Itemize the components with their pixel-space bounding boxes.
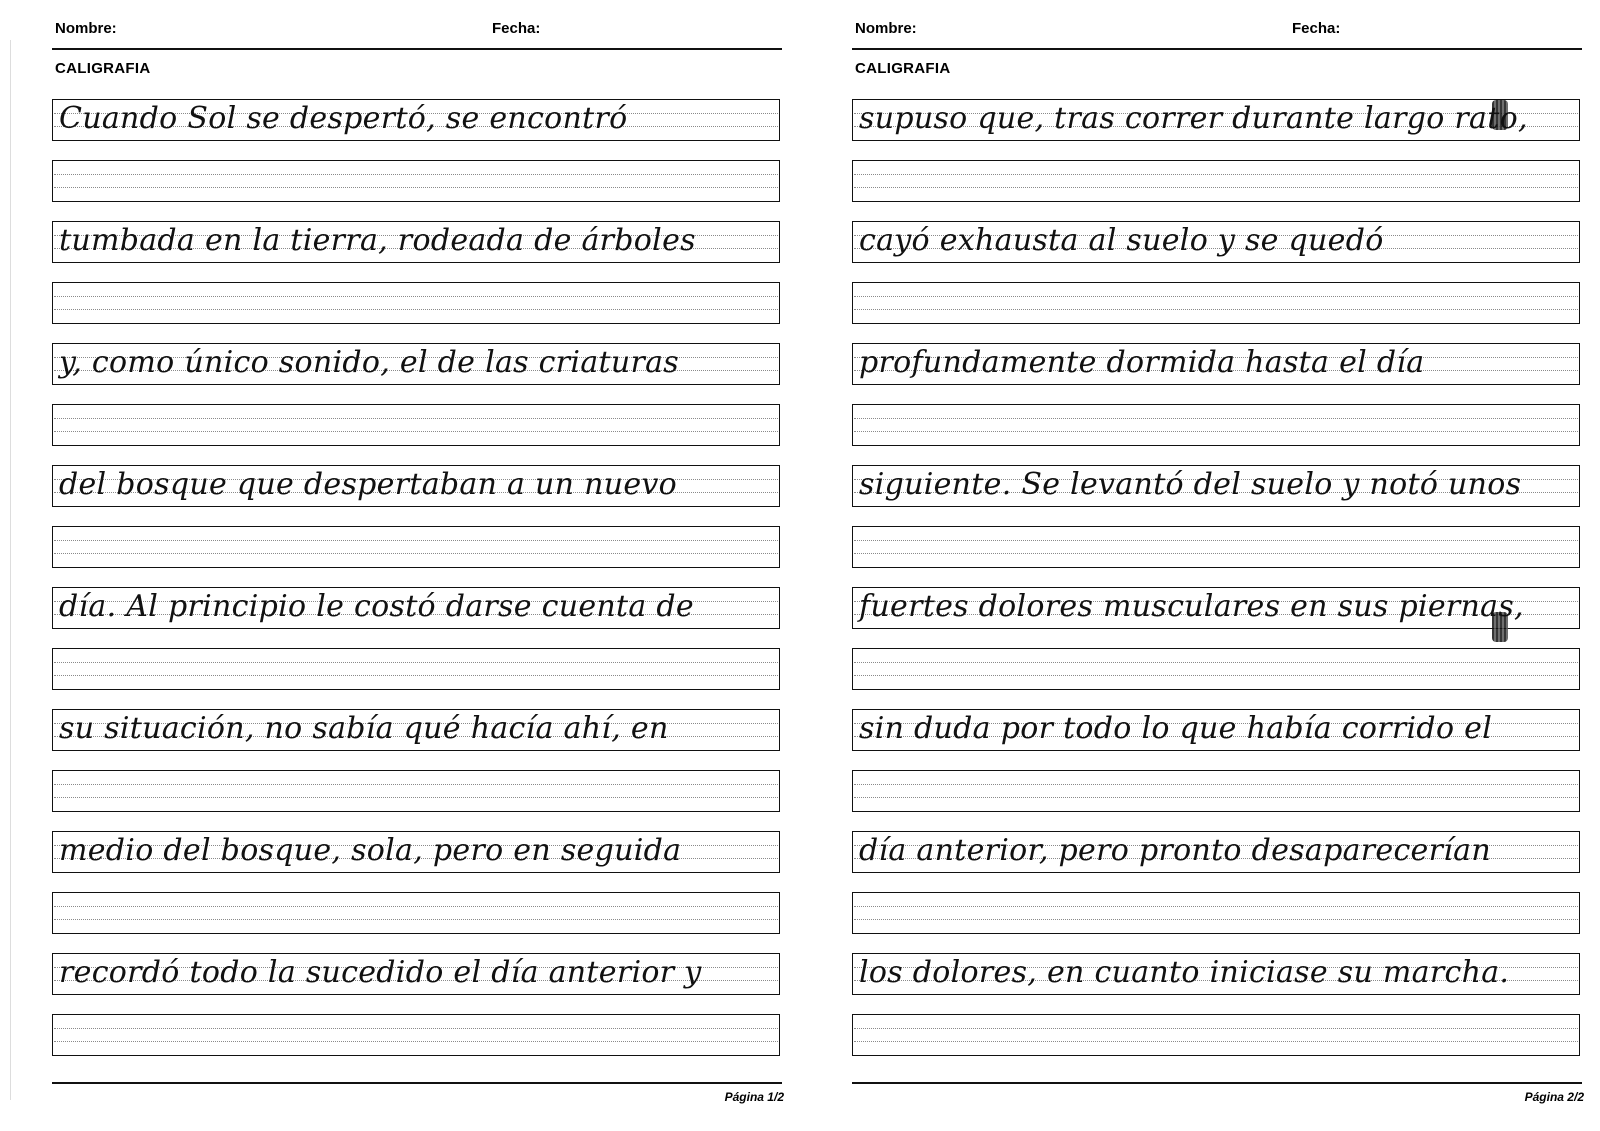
practice-row (52, 160, 780, 202)
writing-row (852, 465, 1580, 507)
cursive-line: fuertes dolores musculares en sus piernas, (859, 589, 1524, 624)
writing-row (52, 343, 780, 385)
section-title: CALIGRAFIA (55, 60, 151, 77)
writing-row (52, 587, 780, 629)
cursive-line: tumbada en la tierra, rodeada de árboles (59, 223, 696, 258)
worksheet-page-1 (52, 0, 792, 1131)
practice-row (852, 526, 1580, 568)
practice-row (852, 1014, 1580, 1056)
writing-row (852, 343, 1580, 385)
practice-row (52, 282, 780, 324)
cursive-line: medio del bosque, sola, pero en seguida (59, 833, 682, 868)
practice-row (52, 404, 780, 446)
date-label: Fecha: (492, 20, 541, 37)
writing-row (52, 953, 780, 995)
name-label: Nombre: (855, 20, 917, 37)
writing-row (52, 709, 780, 751)
cursive-line: Cuando Sol se despertó, se encontró (59, 101, 628, 136)
cursive-line: los dolores, en cuanto iniciase su marcha. (859, 955, 1510, 990)
cursive-line: y, como único sonido, el de las criaturas (59, 345, 680, 380)
writing-row (852, 709, 1580, 751)
writing-rows (852, 99, 1582, 1075)
writing-row (52, 465, 780, 507)
cursive-line: profundamente dormida hasta el día (859, 345, 1425, 380)
cursive-line: cayó exhausta al suelo y se quedó (859, 223, 1384, 258)
practice-row (852, 892, 1580, 934)
practice-row (852, 160, 1580, 202)
writing-row (52, 831, 780, 873)
cursive-line: su situación, no sabía qué hacía ahí, en (59, 711, 669, 746)
writing-row (852, 953, 1580, 995)
page-number: Página 1/2 (724, 1090, 784, 1104)
practice-row (52, 648, 780, 690)
writing-row (52, 99, 780, 141)
page-number: Página 2/2 (1524, 1090, 1584, 1104)
writing-row (852, 221, 1580, 263)
writing-row (52, 221, 780, 263)
cursive-line: del bosque que despertaban a un nuevo (59, 467, 678, 502)
practice-row (852, 648, 1580, 690)
cursive-line: siguiente. Se levantó del suelo y notó unos (859, 467, 1522, 502)
worksheet-page-2 (852, 0, 1592, 1131)
writing-row (852, 831, 1580, 873)
name-label: Nombre: (55, 20, 117, 37)
cursive-line: recordó todo la sucedido el día anterior y (59, 955, 702, 990)
worksheet-header (52, 18, 782, 50)
cursive-line: día. Al principio le costó darse cuenta de (59, 589, 694, 624)
cursive-line: sin duda por todo lo que había corrido el (859, 711, 1493, 746)
practice-row (52, 1014, 780, 1056)
footer-divider (852, 1082, 1582, 1084)
practice-row (52, 770, 780, 812)
writing-row (852, 587, 1580, 629)
writing-row (852, 99, 1580, 141)
practice-row (852, 770, 1580, 812)
footer-divider (52, 1082, 782, 1084)
practice-row (852, 282, 1580, 324)
cursive-line: supuso que, tras correr durante largo rato, (859, 101, 1528, 136)
writing-rows (52, 99, 782, 1075)
practice-row (52, 892, 780, 934)
cursive-line: día anterior, pero pronto desaparecerían (859, 833, 1491, 868)
page-edge-shadow (10, 40, 11, 1100)
worksheet-header (852, 18, 1582, 50)
practice-row (852, 404, 1580, 446)
practice-row (52, 526, 780, 568)
date-label: Fecha: (1292, 20, 1341, 37)
section-title: CALIGRAFIA (855, 60, 951, 77)
